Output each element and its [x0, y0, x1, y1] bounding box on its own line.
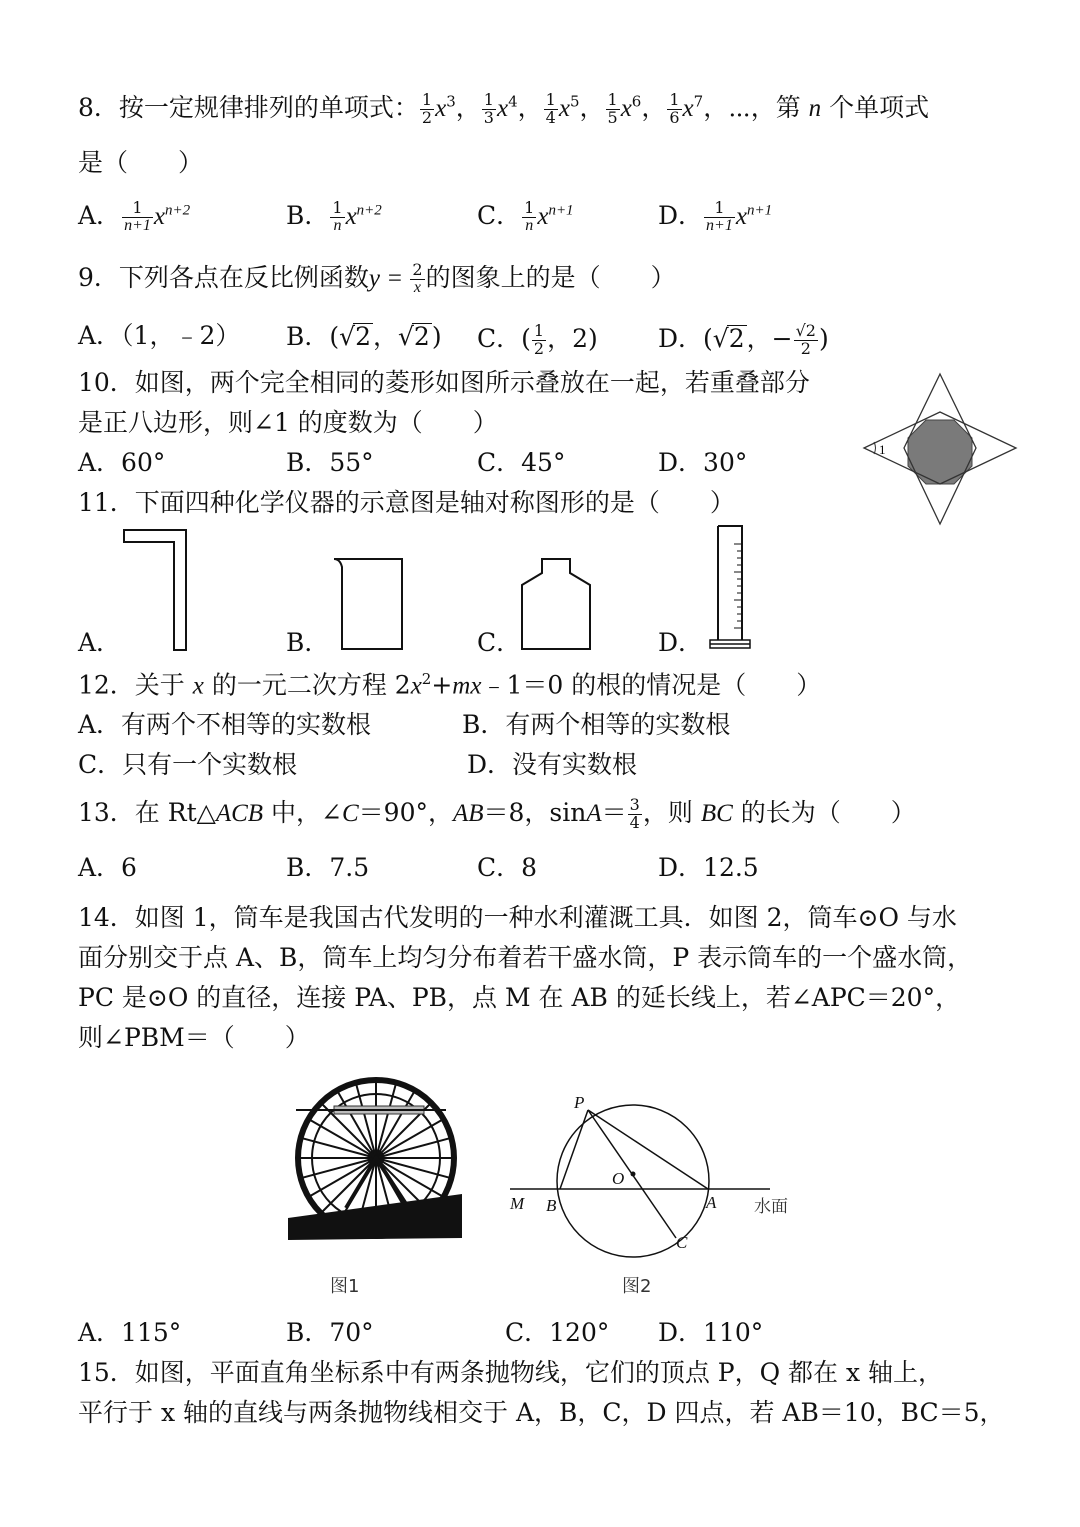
label-water: 水面 [754, 1197, 788, 1217]
q10-option-c: C．45° [477, 448, 566, 477]
q8-term-num: 1 [607, 90, 618, 109]
q9-option-b: B．(√2，√2) [286, 322, 442, 351]
q14-line4: 则∠PBM＝（ ） [78, 1023, 310, 1052]
q13-frac [628, 797, 642, 832]
beaker-figure [330, 555, 406, 652]
q12-mx: mx [452, 672, 482, 700]
q13-bc: BC [700, 799, 733, 827]
q14-option-d: D．110° [658, 1318, 764, 1347]
label-p: P [574, 1093, 585, 1112]
q9-fn-den: x [413, 278, 422, 296]
q13-num: 3 [629, 795, 640, 814]
segment-pa [588, 1110, 708, 1189]
q8-term-exp: 3 [446, 92, 456, 111]
q14-option-c: C．120° [505, 1318, 610, 1347]
q8-term-x: x [682, 94, 694, 122]
q14-line1: 14．如图 1，筒车是我国古代发明的一种水利灌溉工具．如图 2，筒车⊙O 与水 [78, 903, 957, 932]
q8-term-num: 1 [421, 90, 433, 109]
q9-c-tail: ，2) [547, 323, 598, 353]
q13-mid2: ＝90°， [358, 797, 453, 827]
q9-d-frac [794, 323, 818, 358]
q8-term-num: 1 [483, 90, 494, 109]
q13-c: C [341, 799, 359, 827]
q14-option-b: B．70° [286, 1318, 374, 1347]
q9-option-c: C．( $\frac{1}{2}$ ，2) [477, 321, 598, 358]
q12-option-b: B．有两个相等的实数根 [462, 710, 731, 739]
q14-line3: PC 是⊙O 的直径，连接 PA、PB，点 M 在 AB 的延长线上，若∠APC＝20°， [78, 983, 961, 1012]
q8-term-num: 1 [669, 90, 680, 109]
q12-option-d: D．没有实数根 [467, 750, 638, 779]
q10-rhombus-figure [862, 370, 1018, 530]
q8-option-x: x [735, 202, 747, 230]
q11-option-c: C． [477, 628, 522, 657]
q8-option-x: x [537, 202, 549, 230]
q8-option-num: 1 [122, 200, 153, 218]
label-a: A [706, 1193, 717, 1212]
q13-line1 [78, 797, 916, 832]
q9-d-den: 2 [800, 338, 811, 358]
bottle-figure [518, 555, 594, 652]
q9-d-sqrt: 2 [728, 323, 745, 353]
q8-term-frac [544, 92, 558, 127]
bent-tube-figure [120, 528, 190, 652]
q9-line1 [78, 262, 676, 297]
label-b: B [546, 1196, 557, 1215]
q8-stem: 按一定规律排列的单项式： [118, 92, 419, 122]
q8-option-exp: n+1 [746, 202, 773, 219]
q13-option-b: B．7.5 [286, 853, 370, 882]
q8-term [605, 90, 642, 127]
q14-line2: 面分别交于点 A、B，筒车上均匀分布着若干盛水筒，P 表示筒车的一个盛水筒， [78, 943, 973, 972]
q9-c-label: C． [477, 323, 522, 353]
q12-plus: + [431, 670, 453, 700]
q8-option-label: D． [658, 200, 704, 230]
q12-option-c: C．只有一个实数根 [78, 750, 298, 779]
q13-den: 4 [629, 812, 640, 832]
q8-term-x: x [496, 94, 509, 122]
q12-pre: 12．关于 [78, 670, 193, 700]
q8-option-num: 1 [524, 198, 535, 217]
q13-mid4: ，则 [642, 797, 701, 827]
label-c: C [676, 1233, 688, 1252]
q13-mid1: 中，∠ [263, 797, 342, 827]
q9-fn-lhs: y = [368, 264, 410, 292]
q13-ab: AB [452, 799, 484, 827]
q8-option-label: B． [286, 200, 330, 230]
q9-fn-num: 2 [412, 260, 423, 279]
q8-term-frac [667, 92, 681, 127]
q9-b-sqrt1: 2 [355, 322, 371, 351]
q11-option-d: D． [658, 628, 704, 657]
q8-term-sep: ， [517, 92, 543, 122]
q13-post: 的长为（ ） [732, 797, 916, 827]
q8-option-x: x [345, 202, 357, 230]
q12-option-a: A．有两个不相等的实数根 [78, 710, 372, 739]
q8-term-exp: 4 [508, 92, 518, 111]
q13-a: A [586, 799, 602, 827]
q8-term [666, 90, 704, 127]
q8-option-frac [522, 200, 536, 235]
q10-option-b: B．55° [286, 448, 374, 477]
q9-stem-b: 的图象上的是（ ） [425, 262, 676, 292]
q9-d-num: √2 [795, 321, 816, 340]
q8-option-label: C． [477, 200, 522, 230]
q8-term-x: x [620, 94, 632, 122]
q8-term-num: 1 [545, 90, 556, 109]
q8-term-den: 4 [545, 107, 556, 127]
q11-option-b: B． [286, 628, 330, 657]
q9-d-label: D． [658, 323, 704, 353]
q12-x: x [192, 672, 204, 700]
octagon-shaded [908, 420, 972, 484]
q10-line2: 是正八边形，则∠1 的度数为（ ） [78, 408, 498, 437]
q12-line1 [78, 672, 821, 698]
q9-option-d: D．(√2，− $\frac{√2}{2}$ ) [658, 321, 829, 358]
graduated-cylinder-figure [706, 524, 754, 652]
q8-option-den: n+1 [124, 216, 151, 234]
q8-term-den: 6 [669, 107, 680, 127]
q8-n: n [808, 94, 822, 122]
q9-option-a: A．（1，﹣2） [78, 321, 241, 350]
label-o: O [612, 1169, 625, 1188]
q8-number: 8． [78, 92, 119, 122]
q15-line1: 15．如图，平面直角坐标系中有两条抛物线，它们的顶点 P，Q 都在 x 轴上， [78, 1358, 944, 1387]
q8-term-den: 5 [607, 107, 618, 127]
angle-1-label: 1 [879, 442, 886, 457]
q8-term-frac [420, 92, 434, 127]
q8-option-den: n+1 [706, 216, 733, 234]
q12-mid: 的一元二次方程 2 [203, 670, 411, 700]
q8-term-den: 3 [483, 107, 494, 127]
q8-option-x: x [153, 202, 165, 230]
q9-c-frac [532, 323, 546, 358]
q11-option-a: A． [78, 628, 122, 657]
q8-option-den: n [333, 216, 342, 234]
q13-pre: 13．在 Rt△ [78, 797, 216, 827]
circle-geometry-figure [500, 1088, 800, 1300]
q8-option-den: n [525, 216, 534, 234]
q13-option-c: C．8 [477, 853, 538, 882]
q8-option-d [658, 200, 772, 235]
q9-c-num: 1 [533, 321, 545, 340]
q8-tail-b: 个单项式 [821, 92, 930, 122]
q9-number: 9． [78, 262, 119, 292]
q9-b-label: B． [286, 322, 330, 351]
q8-option-label: A． [78, 200, 122, 230]
center-dot [631, 1172, 636, 1177]
q8-option-exp: n+1 [548, 202, 574, 219]
q8-term-x: x [435, 94, 447, 122]
q13-option-a: A．6 [78, 853, 137, 882]
q8-option-num: 1 [332, 198, 343, 217]
q8-line1 [78, 92, 929, 127]
q9-b-sqrt2: 2 [413, 322, 430, 351]
q8-term-sep: ， [579, 92, 605, 122]
q9-c-den: 2 [533, 338, 545, 358]
q8-option-num: 1 [704, 200, 735, 218]
fig2-caption: 图2 [622, 1276, 652, 1297]
q8-term [481, 90, 518, 127]
q8-option-frac [704, 200, 735, 235]
q8-option-frac [122, 200, 153, 235]
q14-option-a: A．115° [78, 1318, 182, 1347]
q13-eq: ＝ [601, 797, 627, 827]
q8-term-exp: 6 [631, 92, 642, 111]
q8-option-b [286, 200, 382, 235]
q10-line1: 10．如图，两个完全相同的菱形如图所示叠放在一起，若重叠部分 [78, 368, 810, 397]
q8-option-exp: n+2 [356, 202, 382, 219]
q15-line2: 平行于 x 轴的直线与两条抛物线相交于 A，B，C，D 四点，若 AB＝10，BC＝5， [78, 1398, 1005, 1427]
fig1-caption: 图1 [330, 1276, 360, 1297]
q8-tail: ，⋯，第 [703, 92, 809, 122]
q8-term-exp: 5 [569, 92, 580, 111]
q8-option-a [78, 200, 190, 235]
q8-terms [419, 90, 704, 127]
waterwheel-photo [286, 1068, 466, 1300]
q8-term-frac [606, 92, 620, 127]
q8-term [543, 90, 580, 127]
q12-x2: x [410, 672, 422, 700]
q13-mid3: ＝8，sin [483, 797, 587, 827]
q8-option-exp: n+2 [164, 202, 191, 219]
q10-option-d: D．30° [658, 448, 748, 477]
q13-tri: ACB [215, 799, 264, 827]
q8-term-den: 2 [421, 107, 433, 127]
q13-option-d: D．12.5 [658, 853, 759, 882]
q8-term-frac [482, 92, 496, 127]
q10-option-a: A．60° [78, 448, 166, 477]
q8-term [419, 90, 456, 127]
q9-fn-fraction [410, 262, 424, 297]
q8-line2: 是（ ） [78, 148, 204, 177]
q8-option-c [477, 200, 574, 235]
q9-stem-a: 下列各点在反比例函数 [118, 262, 369, 292]
label-m: M [510, 1194, 525, 1213]
q12-post: ﹣1＝0 的根的情况是（ ） [481, 670, 822, 700]
q8-term-sep: ， [455, 92, 481, 122]
q8-term-sep: ， [641, 92, 667, 122]
q12-sup: 2 [421, 670, 432, 688]
q8-term-exp: 7 [693, 92, 704, 111]
q8-term-x: x [558, 94, 570, 122]
q11-line1: 11．下面四种化学仪器的示意图是轴对称图形的是（ ） [78, 488, 735, 517]
q8-option-frac [330, 200, 344, 235]
